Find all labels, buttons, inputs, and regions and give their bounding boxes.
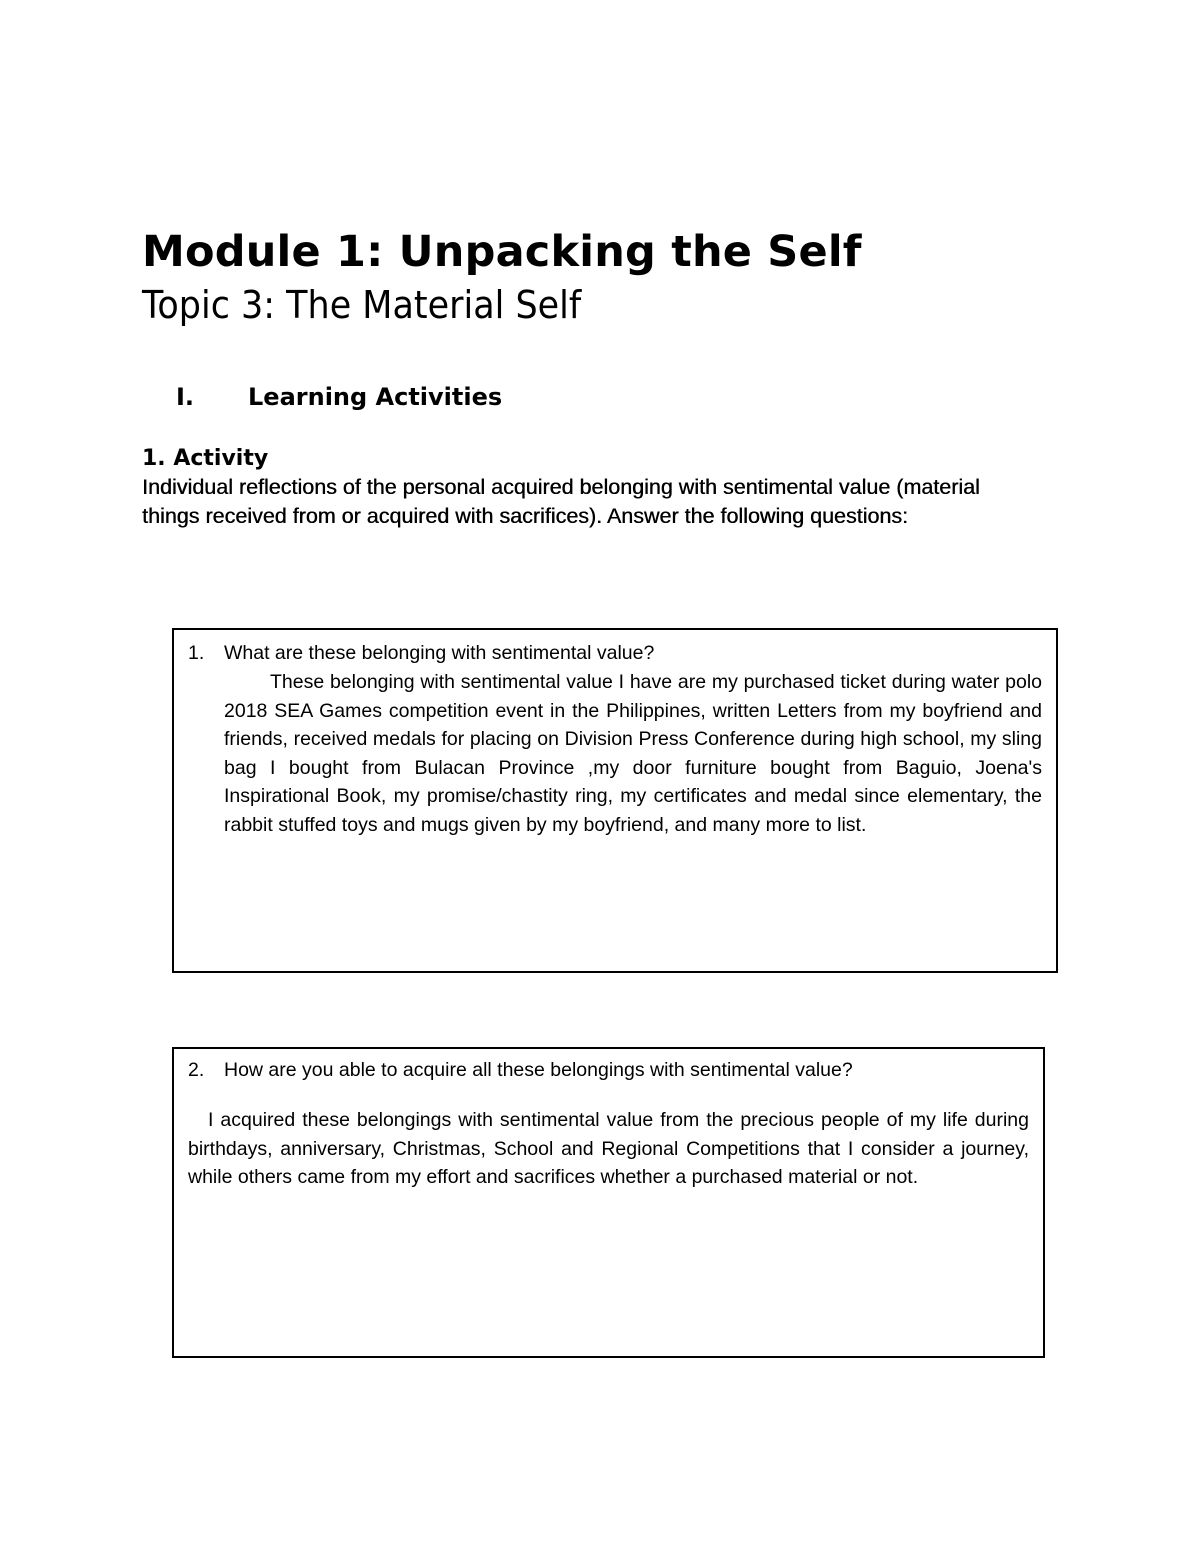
question-number: 2. <box>188 1059 205 1081</box>
answer-1: These belonging with sentimental value I have are my purchased ticket during water polo 2018 SEA Games competition event in the Philippines, written Letters from my boyfriend and friends, received medals for placing on Division Press Conference during high school, my sling bag I bought from Bulacan Province ,my door furniture bought from Baguio, Joena's Inspirational Book, my promise/chastity ring, my certificates and medal since elementary, the rabbit stuffed toys and mugs given by my boyfriend, and many more to list. <box>224 671 1042 836</box>
section-heading <box>176 380 502 414</box>
question-text: How are you able to acquire all these belongings with sentimental value? <box>224 1059 853 1081</box>
section-title: Learning Activities <box>248 383 503 411</box>
question-number: 1. <box>188 642 205 664</box>
question-2 <box>188 1056 853 1085</box>
question-box-1 <box>172 628 1058 973</box>
activity-intro: Individual reflections of the personal acquired belonging with sentimental value (material things received from or acquired with sacrifices). Answer the following questions: <box>142 475 980 528</box>
question-1 <box>188 639 654 668</box>
section-number: I. <box>176 383 195 411</box>
topic-title: Topic 3: The Material Self <box>142 283 582 327</box>
activity-heading: 1. Activity <box>142 446 269 471</box>
answer-2: I acquired these belongings with sentimental value from the precious people of my life during birthdays, anniversary, Christmas, School and Regional Competitions that I consider a journey, while others came from my effort and sacrifices whether a purchased material or not. <box>188 1109 1029 1188</box>
question-text: What are these belonging with sentimental value? <box>224 642 655 664</box>
module-title: Module 1: Unpacking the Self <box>142 227 862 277</box>
question-box-2 <box>172 1047 1045 1358</box>
